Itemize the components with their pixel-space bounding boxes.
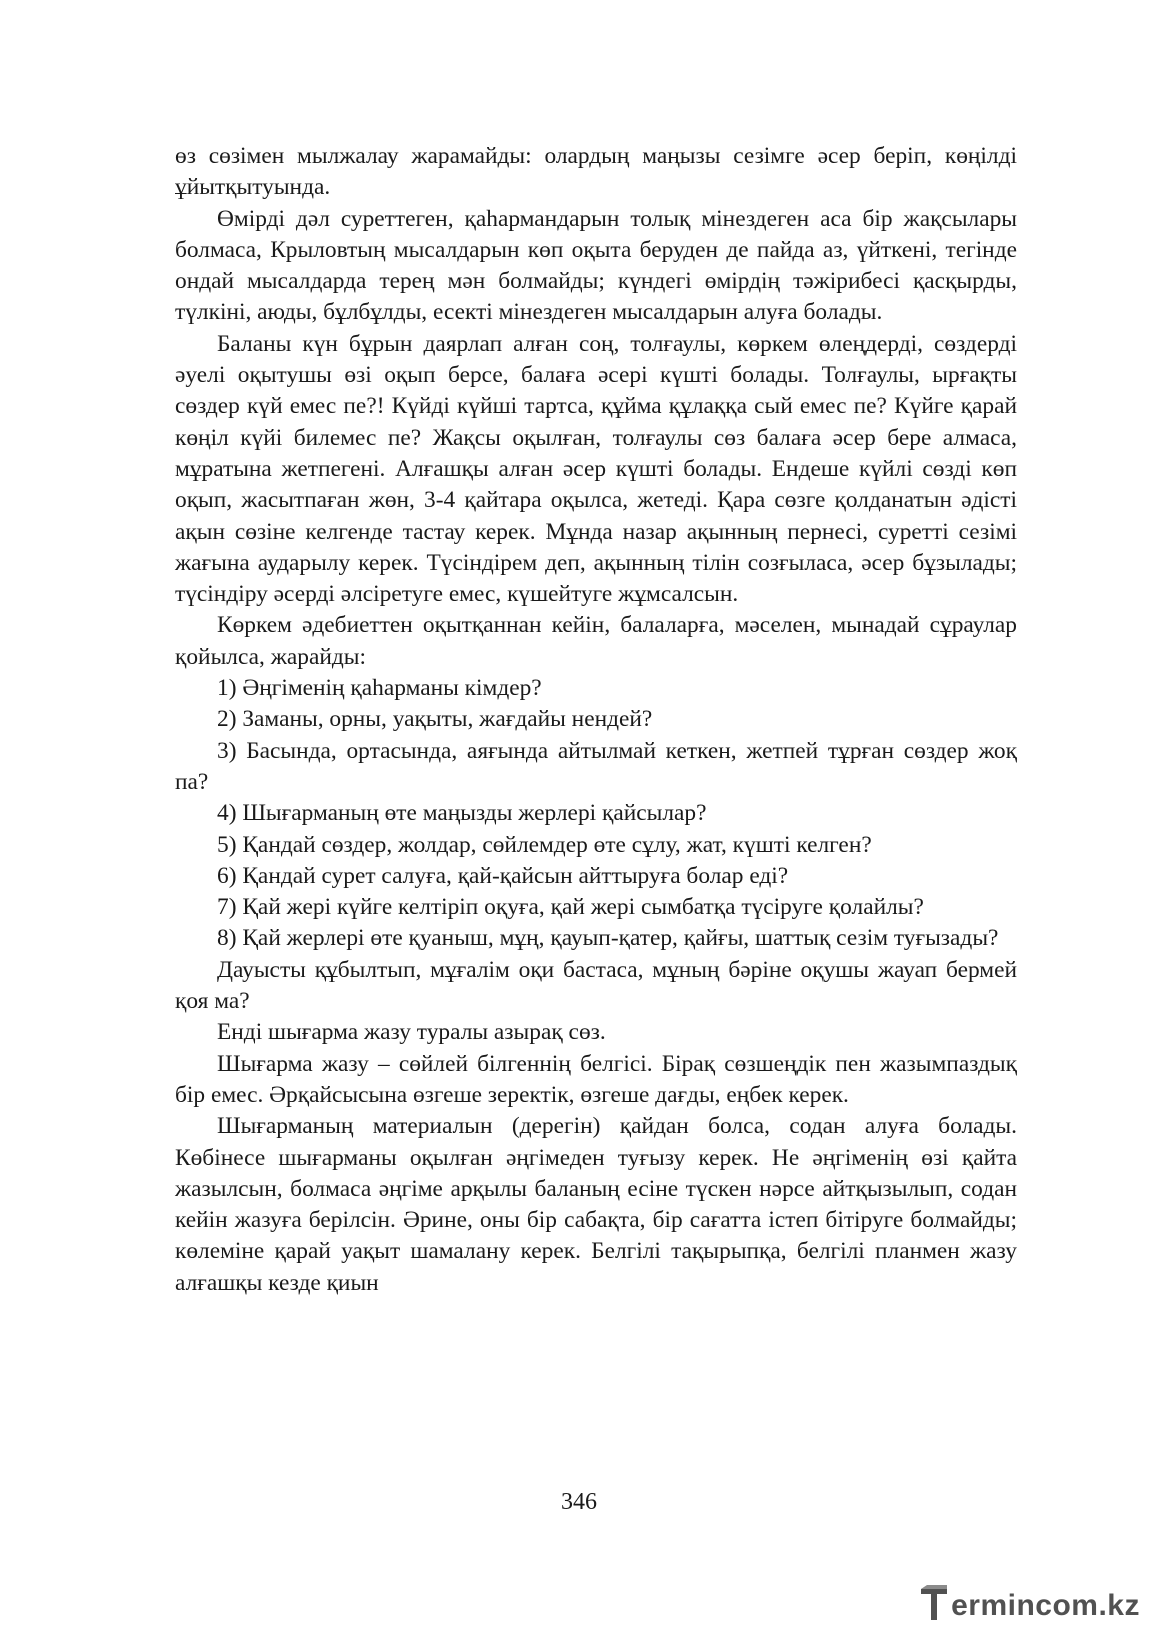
page-body (175, 141, 1017, 1299)
paragraph: Баланы күн бұрын даярлап алған соң, толғаулы, көркем өлеңдерді, сөздерді әуелі оқытушы өзі оқып берсе, балаға әсері күшті болады. Толғаулы, ырғақты сөздер күй емес пе?! Күйді күйші тартса, құйма құлаққа сый емес пе? Күйге қарай көңіл күйі билемес пе? Жақсы оқылған, толғаулы сөз балаға әсер бере алмаса, мұратына жетпегені. Алғашқы алған әсер күшті болады. Ендеше күйлі сөзді көп оқып, жасытпаған жөн, 3-4 қайтара оқылса, жетеді. Қара сөзге қолданатын әдісті ақын сөзіне келгенде тастау керек. Мұнда назар ақынның пернесі, суретті сезімі жағына аударылу керек. Түсіндірем деп, ақынның тілін созғыласа, әсер бұзылады; түсіндіру әсерді әлсіретуге емес, күшейтуге жұмсалсын. (175, 330, 1017, 608)
list-item: 5) Қандай сөздер, жолдар, сөйлемдер өте сұлу, жат, күшті келген? (217, 831, 872, 858)
list-item: 2) Заманы, орны, уақыты, жағдайы нендей? (217, 706, 653, 733)
watermark-text: ermincom.kz (951, 1589, 1140, 1622)
paragraph: Өмірді дәл суреттеген, қаһармандарын толық мінездеген аса бір жақсылары болмаса, Крыловтың мысалдарын көп оқыта беруден де пайда аз, үйткені, тегінде ондай мысалдарда терең мән болмайды; күндегі өмірдің тәжірибесі қасқырды, түлкіні, аюды, бұлбұлды, есекті мінездеген мысалдарын алуға болады. (175, 205, 1017, 326)
list-item: 4) Шығарманың өте маңызды жерлері қайсылар? (217, 800, 707, 827)
watermark[interactable] (919, 1583, 1140, 1623)
list-item: 3) Басында, ортасында, аяғында айтылмай кеткен, жетпей тұрған сөздер жоқ па? (175, 737, 1017, 795)
paragraph: Шығарманың материалын (дерегін) қайдан болса, содан алуға болады. Көбінесе шығарманы оқылған әңгімеден туғызу керек. Не әңгіменің өзі қайта жазылсын, болмаса әңгіме арқылы баланың есіне түскен нәрсе айтқызылып, содан кейін жазуға берілсін. Әрине, оны бір сабақта, бір сағатта істеп бітіруге болмайды; көлеміне қарай уақыт шамалану керек. Белгілі тақырыпқа, белгілі планмен жазу алғашқы кезде қиын (175, 1113, 1017, 1296)
paragraph: Енді шығарма жазу туралы азырақ сөз. (217, 1019, 606, 1046)
list-item: 6) Қандай сурет салуға, қай-қайсын айттыруға болар еді? (217, 862, 789, 889)
list-item: 8) Қай жерлері өте қуаныш, мұң, қауып-қатер, қайғы, шаттық сезім туғызады? (217, 925, 999, 952)
termincom-logo-icon (919, 1583, 949, 1623)
list-item: 7) Қай жері күйге келтіріп оқуға, қай жері сымбатқа түсіруге қолайлы? (217, 894, 924, 921)
paragraph: Дауысты құбылтып, мұғалім оқи бастаса, мұның бәріне оқушы жауап бермей қоя ма? (175, 956, 1017, 1015)
page-number: 346 (561, 1489, 597, 1515)
paragraph: Шығарма жазу – сөйлей білгеннің белгісі. Бірақ сөзшеңдік пен жазымпаздық бір емес. Әрқайсысына өзгеше зеректік, өзгеше дағды, еңбек керек. (175, 1050, 1017, 1108)
paragraph-continued: өз сөзімен мылжалау жарамайды: олардың маңызы сезімге әсер беріп, көңілді ұйытқытуында. (175, 143, 1017, 201)
list-item: 1) Әңгіменің қаһарманы кімдер? (217, 675, 542, 702)
paragraph: Көркем әдебиеттен оқытқаннан кейін, балаларға, мәселен, мынадай сұраулар қойылса, жарайды: (175, 612, 1017, 670)
